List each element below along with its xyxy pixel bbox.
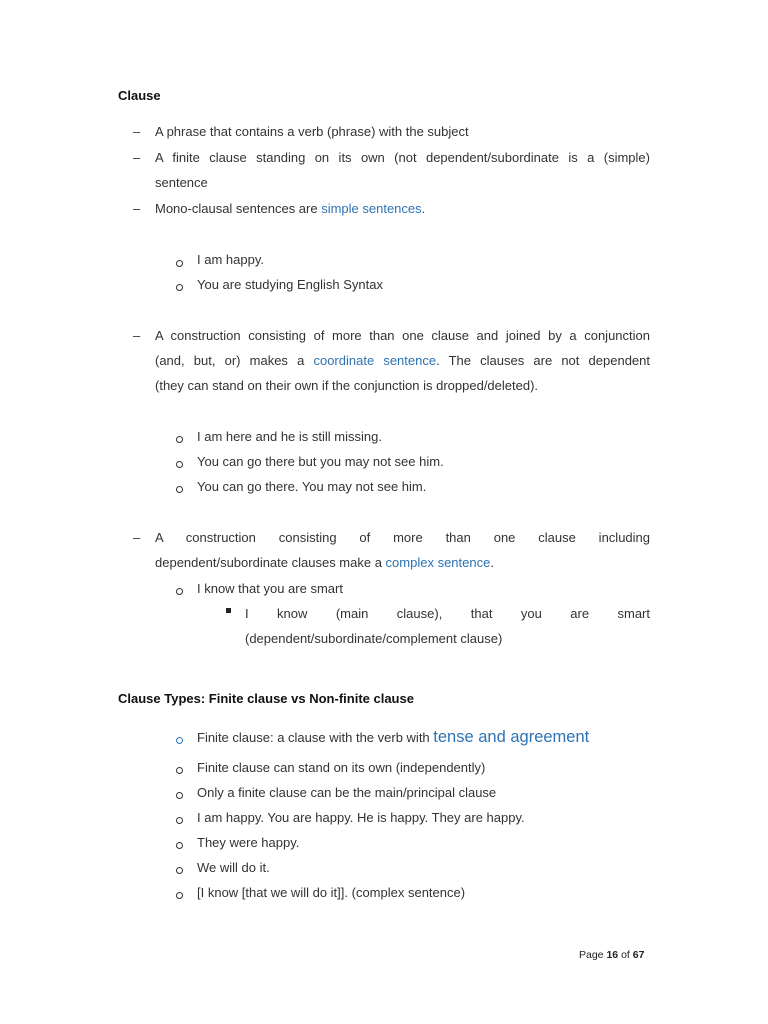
circle-bullet-icon [176, 260, 183, 267]
example-item: You can go there. You may not see him. [197, 479, 427, 494]
finite-item: Only a finite clause can be the main/principal clause [197, 785, 497, 800]
list-item-continued: sentence [155, 175, 208, 190]
circle-bullet-icon [176, 588, 183, 595]
finite-item: Finite clause can stand on its own (independently) [197, 760, 486, 775]
text-span: . The clauses are not dependent [436, 353, 650, 368]
section-heading-clause-types: Clause Types: Finite clause vs Non-finite clause [118, 691, 414, 706]
circle-bullet-icon [176, 767, 183, 774]
finite-item: I am happy. You are happy. He is happy. They are happy. [197, 810, 525, 825]
list-item-mono-clausal [155, 196, 425, 221]
text-span: Mono-clausal sentences are [155, 201, 322, 216]
current-page-number: 16 [606, 949, 619, 961]
square-bullet-icon [226, 608, 231, 613]
example-item: You can go there but you may not see him. [197, 454, 444, 469]
footer-label: of [621, 949, 630, 961]
dash-bullet: – [133, 201, 141, 216]
circle-bullet-icon [176, 461, 183, 468]
text-span: (and, but, or) makes a [155, 353, 314, 368]
total-page-count: 67 [632, 949, 645, 961]
example-item: I am here and he is still missing. [197, 429, 382, 444]
sub-item: I know (main clause), that you are smart [245, 606, 650, 621]
list-item: A construction consisting of more than one clause and joined by a conjunction [155, 328, 650, 343]
sub-item-continued: (dependent/subordinate/complement clause) [245, 631, 503, 646]
footer-label: Page [579, 949, 604, 961]
text-span: dependent/subordinate clauses make a [155, 555, 386, 570]
example-item: I know that you are smart [197, 581, 343, 596]
finite-item: We will do it. [197, 860, 270, 875]
list-item-continued: (they can stand on their own if the conjunction is dropped/deleted). [155, 378, 539, 393]
page-number-footer [579, 949, 644, 961]
dash-bullet: – [133, 530, 141, 545]
circle-bullet-icon [176, 842, 183, 849]
finite-item: They were happy. [197, 835, 300, 850]
list-item: A finite clause standing on its own (not dependent/subordinate is a (simple) [155, 150, 650, 165]
circle-bullet-icon [176, 792, 183, 799]
text-span: Finite clause: a clause with the verb with [197, 730, 434, 745]
list-item: A construction consisting of more than one clause including [155, 530, 650, 545]
dash-bullet: – [133, 328, 141, 343]
circle-bullet-icon [176, 737, 183, 744]
list-item-continued [155, 348, 650, 373]
circle-bullet-icon [176, 817, 183, 824]
term-complex-sentence: complex sentence [385, 555, 491, 570]
circle-bullet-icon [176, 436, 183, 443]
circle-bullet-icon [176, 892, 183, 899]
section-heading-clause: Clause [118, 88, 161, 103]
text-span: . [421, 201, 426, 216]
circle-bullet-icon [176, 284, 183, 291]
text-span: . [490, 555, 494, 570]
list-item-continued [155, 550, 494, 575]
dash-bullet: – [133, 150, 141, 165]
circle-bullet-icon [176, 486, 183, 493]
finite-item [197, 725, 589, 750]
list-item: A phrase that contains a verb (phrase) with the subject [155, 124, 469, 139]
example-item: You are studying English Syntax [197, 277, 383, 292]
term-coordinate-sentence: coordinate sentence [313, 353, 437, 368]
term-simple-sentences: simple sentences [321, 201, 422, 216]
term-tense-and-agreement: tense and agreement [433, 728, 590, 746]
example-item: I am happy. [197, 252, 264, 267]
circle-bullet-icon [176, 867, 183, 874]
dash-bullet: – [133, 124, 141, 139]
finite-item: [I know [that we will do it]]. (complex sentence) [197, 885, 466, 900]
